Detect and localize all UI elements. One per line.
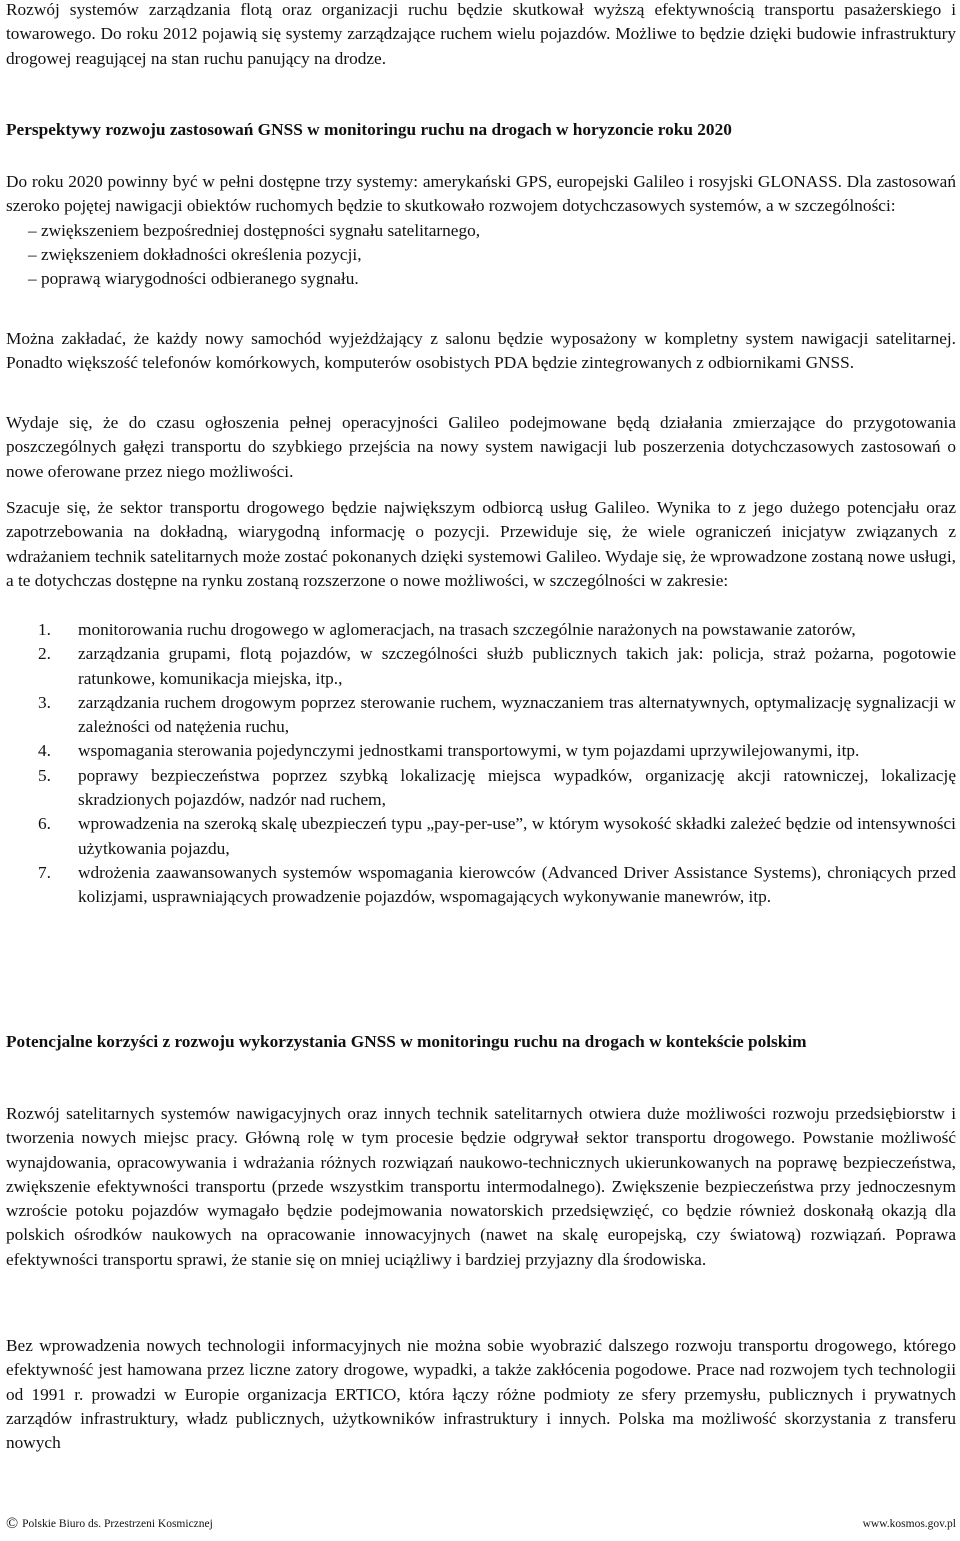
footer-publisher [6, 1517, 213, 1531]
list-item [6, 812, 956, 861]
list-item-number: 5. [38, 765, 51, 785]
list-item [6, 691, 956, 740]
dash-item: – poprawą wiarygodności odbieranego sygnału. [28, 269, 359, 289]
dash-item: – zwiększeniem dokładności określenia pozycji, [28, 244, 362, 264]
list-item [6, 642, 956, 691]
list-item-number: 7. [38, 862, 51, 882]
list-item [6, 861, 956, 910]
list-item [6, 739, 956, 763]
section2-heading: Potencjalne korzyści z rozwoju wykorzystania GNSS w monitoringu ruchu na drogach w kontekście polskim [6, 1032, 807, 1051]
list-item-text: wspomagania sterowania pojedynczymi jednostkami transportowymi, w tym pojazdami uprzywilejowanymi, itp. [78, 741, 860, 761]
list-item-text: wprowadzenia na szeroką skalę ubezpieczeń typu „pay-per-use”, w którym wysokość składki zależeć będzie od intensywności użytkowania pojazdu, [78, 814, 956, 858]
section2-paragraph2: Bez wprowadzenia nowych technologii informacyjnych nie można sobie wyobrazić dalszego rozwoju transportu drogowego, którego efektywność jest hamowana przez liczne zatory drogowe, wypadki, a także zakłócenia pogodowe. Prace nad rozwojem tych technologii od 1991 r. prowadzi w Europie organizacja ERTICO, która łączy różne podmioty ze sfery przemysłu, publicznych i prywatnych zarządów infrastruktury, władz publicznych, użytkowników infrastruktury i innych. Polska ma możliwość skorzystania z transferu nowych [6, 1336, 956, 1453]
page-footer [6, 1517, 956, 1531]
section1-paragraph2: Można zakładać, że każdy nowy samochód wyjeżdżający z salonu będzie wyposażony w kompletny system nawigacji satelitarnej. Ponadto większość telefonów komórkowych, komputerów osobistych PDA będzie zintegrowanych z odbiornikami GNSS. [6, 329, 956, 373]
section1-paragraph1-text: Do roku 2020 powinny być w pełni dostępne trzy systemy: amerykański GPS, europejski Galileo i rosyjski GLONASS. Dla zastosowań szeroko pojętej nawigacji obiektów ruchomych będzie to skutkowało rozwojem dotychczasowych systemów, a w szczególności: [6, 172, 956, 216]
list-item-number: 3. [38, 692, 51, 712]
list-item-text: wdrożenia zaawansowanych systemów wspomagania kierowców (Advanced Driver Assistance Systems), chroniących przed kolizjami, usprawniających prowadzenie pojazdów, wspomagających wykonywanie manewrów, itp. [78, 862, 956, 907]
list-item-text: zarządzania grupami, flotą pojazdów, w szczególności służb publicznych takich jak: policja, straż pożarna, pogotowie ratunkowe, komunikacja miejska, itp., [78, 644, 956, 688]
list-item-text: monitorowania ruchu drogowego w aglomeracjach, na trasach szczególnie narażonych na powstawanie zatorów, [78, 620, 856, 639]
section1-paragraph1 [6, 170, 956, 291]
publisher-name: Polskie Biuro ds. Przestrzeni Kosmicznej [22, 1518, 213, 1530]
list-item-text: zarządzania ruchem drogowym poprzez sterowanie ruchem, wyznaczaniem tras alternatywnych, optymalizację sygnalizacji w zależności od natężenia ruchu, [78, 692, 956, 737]
list-item-number: 2. [38, 644, 51, 664]
list-item-number: 4. [38, 741, 51, 761]
list-item [6, 764, 956, 813]
website-link[interactable]: www.kosmos.gov.pl [862, 1518, 956, 1530]
list-item-number: 6. [38, 814, 51, 834]
intro-paragraph: Rozwój systemów zarządzania flotą oraz organizacji ruchu będzie skutkował wyższą efektywnością transportu pasażerskiego i towarowego. Do roku 2012 pojawią się systemy zarządzające ruchem wielu pojazdów. Możliwe to będzie dzięki budowie infrastruktury drogowej reagującej na stan ruchu panujący na drodze. [6, 0, 956, 68]
copyright-icon: © [6, 1515, 19, 1532]
section1-paragraph3: Wydaje się, że do czasu ogłoszenia pełnej operacyjności Galileo podejmowane będą działania zmierzające do przygotowania poszczególnych gałęzi transportu do szybkiego przejścia na nowy system nawigacji lub poszerzenia dotychczasowych zastosowań o nowe oferowane przez niego możliwości. [6, 413, 956, 481]
section1-heading: Perspektywy rozwoju zastosowań GNSS w monitoringu ruchu na drogach w horyzoncie roku 2020 [6, 120, 732, 139]
numbered-list [6, 618, 956, 910]
section1-paragraph4: Szacuje się, że sektor transportu drogowego będzie największym odbiorcą usług Galileo. Wynika to z jego dużego potencjału oraz zapotrzebowania na dokładną, wiarygodną informację o pozycji. Przewiduje się, że wiele ograniczeń inicjatyw związanych z wdrażaniem technik satelitarnych może zostać pokonanych dzięki systemowi Galileo. Wydaje się, że wprowadzone zostaną nowe usługi, a te dotychczas dostępne na rynku zostaną rozszerzone o nowe możliwości, w szczególności w zakresie: [6, 498, 956, 590]
list-item-text: poprawy bezpieczeństwa poprzez szybką lokalizację miejsca wypadków, organizację akcji ratowniczej, lokalizację skradzionych pojazdów, nadzór nad ruchem, [78, 765, 956, 810]
section2-paragraph1: Rozwój satelitarnych systemów nawigacyjnych oraz innych technik satelitarnych otwiera duże możliwości rozwoju przedsiębiorstw i tworzenia nowych miejsc pracy. Główną rolę w tym procesie będzie odgrywał sektor transportu drogowego. Powstanie możliwość wynajdowania, opracowywania i wdrażania różnych rozwiązań naukowo-technicznych ukierunkowanych na poprawę bezpieczeństwa, zwiększenie efektywności transportu (przede wszystkim transportu intermodalnego). Zwiększenie bezpieczeństwa przy jednoczesnym wzroście potoku pojazdów wymagało będzie podejmowania nowatorskich przedsięwzięć, co będzie również doskonałą okazją dla polskich ośrodków naukowych na opracowanie innowacyjnych (nawet na skalę europejską, czy światową) rozwiązań. Poprawa efektywności transportu sprawi, że stanie się on mniej uciążliwy i bardziej przyjazny dla środowiska. [6, 1104, 956, 1269]
list-item-number: 1. [38, 620, 51, 639]
list-item [6, 618, 956, 642]
dash-item: – zwiększeniem bezpośredniej dostępności sygnału satelitarnego, [28, 220, 481, 240]
